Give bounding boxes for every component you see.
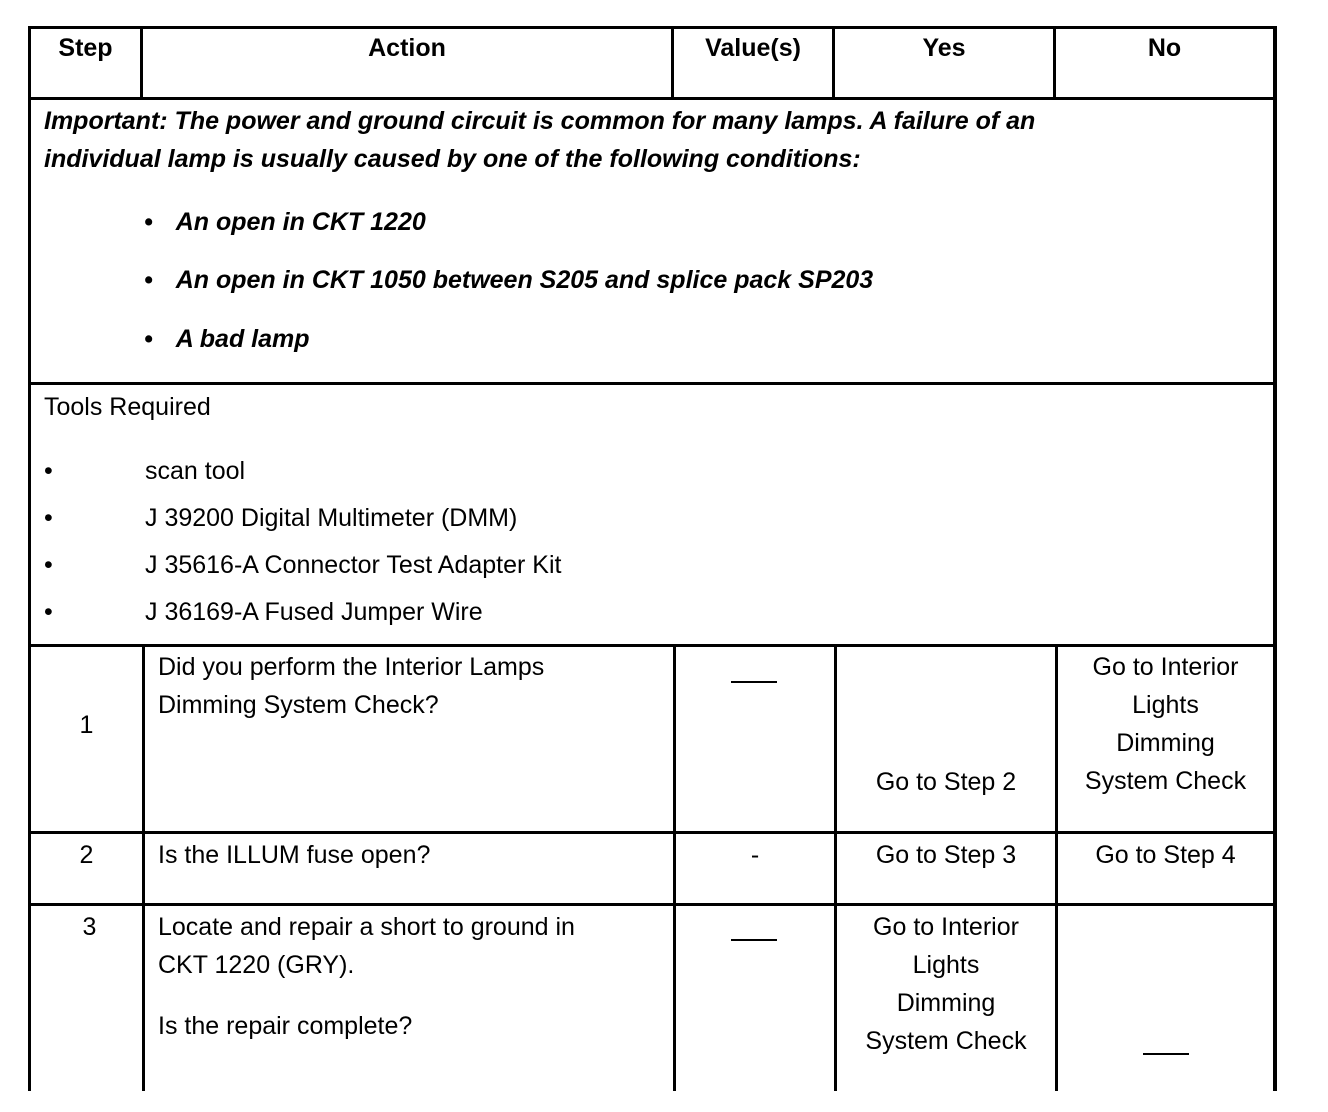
important-bullet-3	[144, 323, 310, 355]
important-bullet-text: An open in CKT 1050 between S205 and splice pack SP203	[175, 266, 874, 294]
row3-no-dash	[1143, 1053, 1189, 1055]
row2-yes: Go to Step 3	[875, 841, 1017, 869]
header-values: Value(s)	[705, 34, 801, 62]
bullet-icon: •	[144, 266, 153, 294]
row1-step: 1	[79, 711, 94, 739]
important-bullet-text: An open in CKT 1220	[175, 208, 426, 236]
row1-action-line: Did you perform the Interior Lamps	[158, 653, 545, 681]
row3-step: 3	[82, 913, 97, 941]
header-action: Action	[368, 34, 446, 62]
important-bullet-2	[144, 264, 873, 296]
tool-item-1	[44, 455, 944, 487]
row2-action: Is the ILLUM fuse open?	[158, 841, 431, 869]
important-note-line-1: Important: The power and ground circuit is common for many lamps. A failure of an	[44, 107, 1036, 135]
row1-action-line: Dimming System Check?	[158, 691, 439, 719]
row3-yes-line: Dimming	[896, 989, 996, 1017]
row3-action	[158, 908, 663, 1045]
important-bullet-1	[144, 206, 426, 238]
row2-bottom-border	[28, 903, 1277, 906]
bullet-icon: •	[44, 551, 53, 579]
tool-item-3	[44, 549, 944, 581]
bullet-icon: •	[144, 325, 153, 353]
header-yes: Yes	[922, 34, 966, 62]
tool-item-text: J 35616-A Connector Test Adapter Kit	[145, 551, 562, 579]
header-step: Step	[58, 34, 113, 62]
tool-item-text: scan tool	[145, 457, 246, 485]
tool-item-4	[44, 596, 944, 628]
row1-action	[158, 648, 663, 724]
row3-yes-line: Lights	[912, 951, 980, 979]
bullet-icon: •	[44, 457, 53, 485]
important-note-line-2: individual lamp is usually caused by one of the following conditions:	[44, 145, 861, 173]
row1-no	[1058, 648, 1273, 800]
row3-values-dash	[731, 939, 777, 941]
row3-action-line: Locate and repair a short to ground in	[158, 913, 575, 941]
body-divider-1	[142, 645, 145, 1091]
bullet-icon: •	[144, 208, 153, 236]
row3-action-line: Is the repair complete?	[158, 1012, 413, 1040]
row3-yes-line: System Check	[865, 1027, 1027, 1055]
header-bottom-border	[28, 97, 1277, 100]
row1-no-line: Dimming	[1116, 729, 1215, 757]
row3-yes-line: Go to Interior	[873, 913, 1019, 941]
row1-bottom-border	[28, 831, 1277, 834]
row1-no-line: Lights	[1132, 691, 1199, 719]
important-bottom-border	[28, 382, 1277, 385]
tool-item-2	[44, 502, 944, 534]
tool-item-text: J 39200 Digital Multimeter (DMM)	[145, 504, 518, 532]
row1-yes: Go to Step 2	[875, 768, 1017, 796]
row2-no: Go to Step 4	[1095, 841, 1236, 869]
diagnostic-table	[28, 26, 1277, 1091]
important-bullet-text: A bad lamp	[175, 325, 310, 353]
row3-yes	[837, 908, 1055, 1060]
row2-values: -	[750, 841, 760, 869]
row3-action-line: CKT 1220 (GRY).	[158, 951, 355, 979]
row1-values-dash	[731, 681, 777, 683]
header-no: No	[1147, 34, 1182, 62]
row1-no-line: System Check	[1084, 767, 1247, 795]
bullet-icon: •	[44, 504, 53, 532]
tools-required-title: Tools Required	[44, 393, 211, 421]
table-right-border	[1273, 26, 1277, 1091]
row2-step: 2	[79, 841, 94, 869]
tools-bottom-border	[28, 644, 1277, 647]
table-top-border	[28, 26, 1277, 29]
bullet-icon: •	[44, 598, 53, 626]
row1-no-line: Go to Interior	[1092, 653, 1239, 681]
tool-item-text: J 36169-A Fused Jumper Wire	[145, 598, 483, 626]
